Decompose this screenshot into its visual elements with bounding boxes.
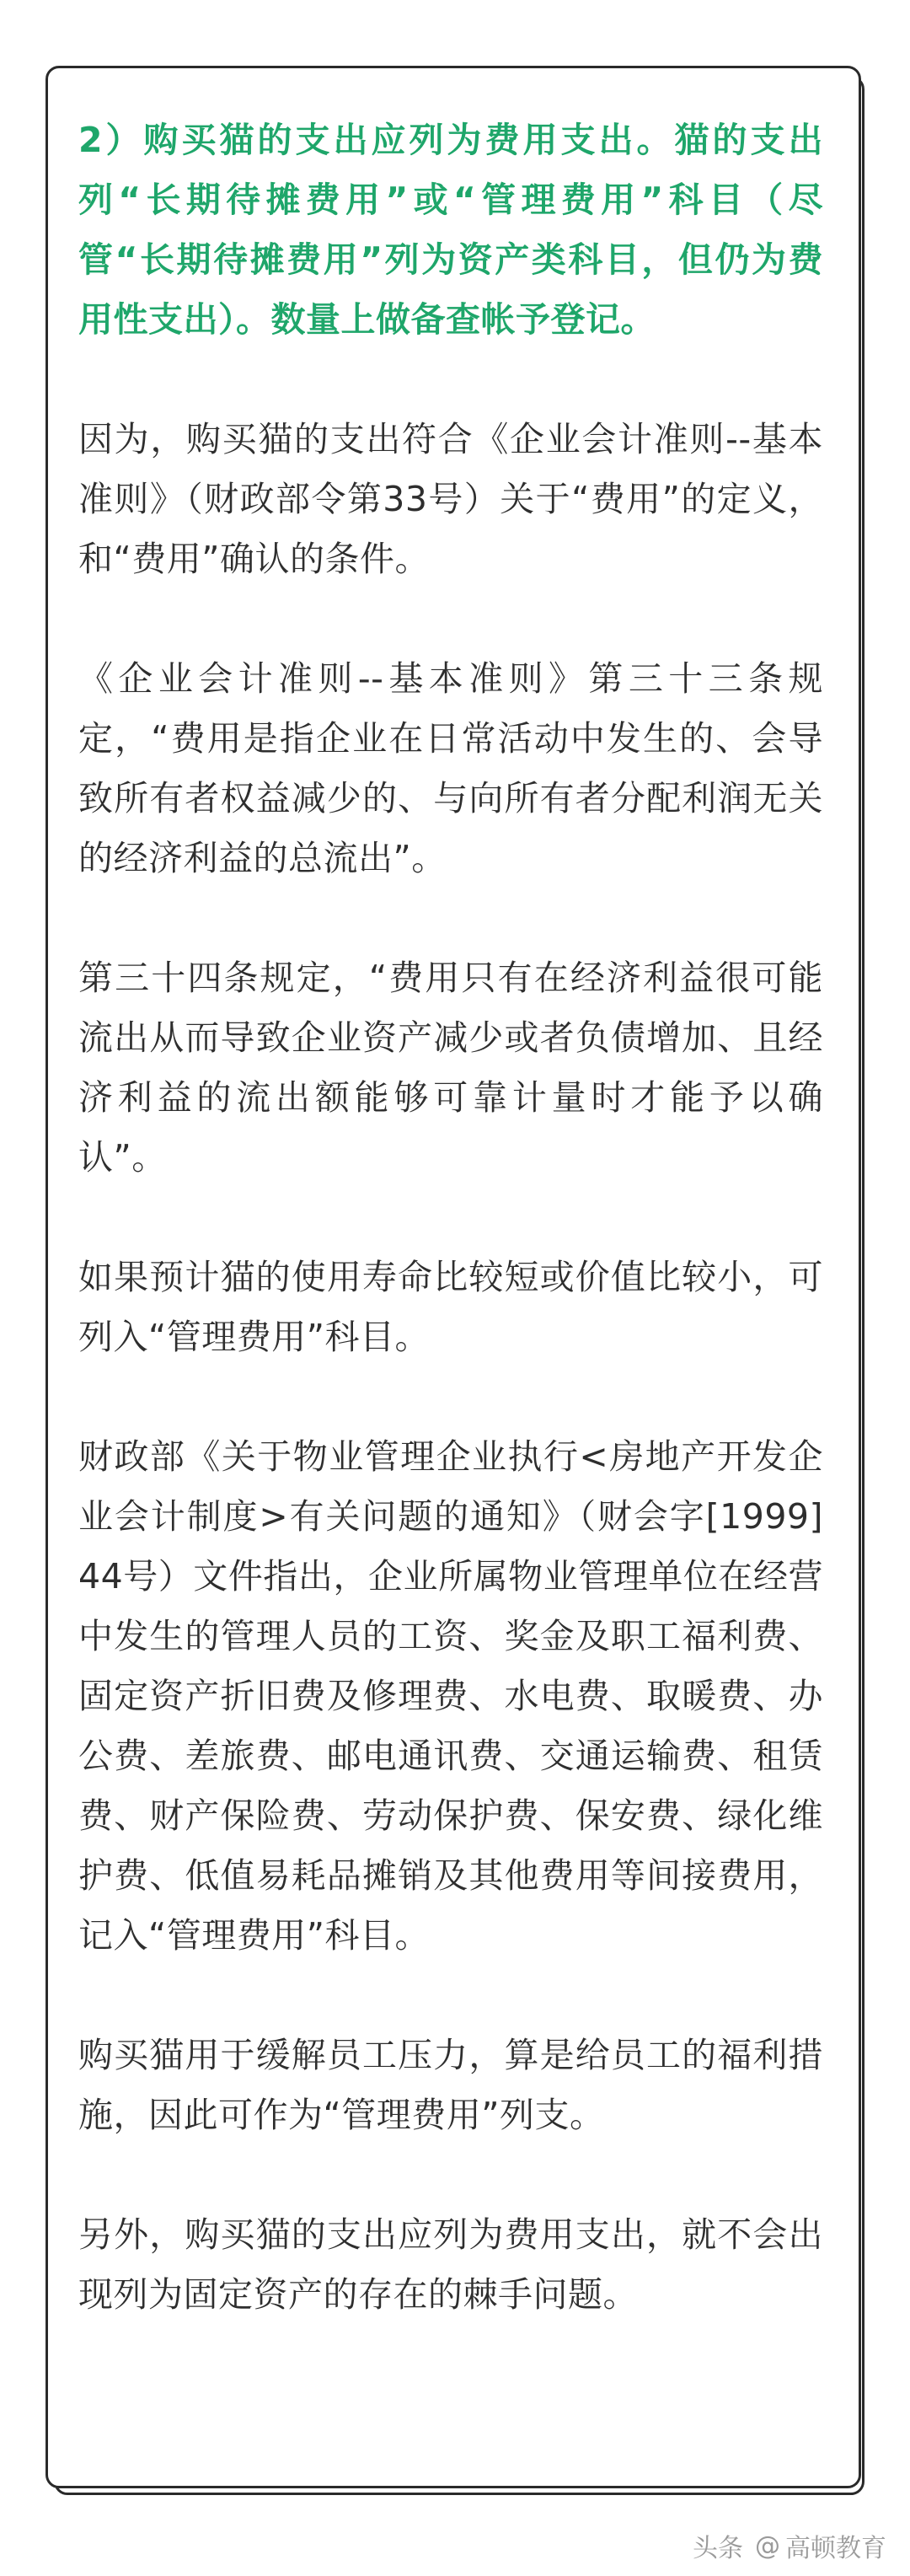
body-paragraph: 如果预计猫的使用寿命比较短或价值比较小，可列入“管理费用”科目。 xyxy=(78,1257,823,1357)
body-paragraph: 财政部《关于物业管理企业执行<房地产开发企业会计制度>有关问题的通知》（财会字[1999]44号）文件指出，企业所属物业管理单位在经营中发生的管理人员的工资、奖金及职工福利费、固定资产折旧费及修理费、水电费、取暖费、办公费、差旅费、邮电通讯费、交通运输费、租赁费、财产保险费、劳动保护费、保安费、绿化维护费、低值易耗品摊销及其他费用等间接费用，记入“管理费用”科目。 xyxy=(78,1436,823,1956)
body-paragraph: 《企业会计准则--基本准则》第三十三条规定，“费用是指企业在日常活动中发生的、会导致所有者权益减少的、与向所有者分配利润无关的经济利益的总流出”。 xyxy=(78,658,823,878)
body-paragraph: 第三十四条规定，“费用只有在经济利益很可能流出从而导致企业资产减少或者负债增加、且经济利益的流出额能够可靠计量时才能予以确认”。 xyxy=(78,958,823,1178)
watermark xyxy=(693,2527,886,2564)
body-paragraph: 因为，购买猫的支出符合《企业会计准则--基本准则》（财政部令第33号）关于“费用”的定义，和“费用”确认的条件。 xyxy=(78,419,823,579)
body-paragraph: 购买猫用于缓解员工压力，算是给员工的福利措施，因此可作为“管理费用”列支。 xyxy=(78,2035,823,2135)
watermark-platform: 头条 xyxy=(693,2534,743,2563)
article-card xyxy=(46,66,861,2488)
watermark-account: 高顿教育 xyxy=(785,2534,886,2563)
highlight-paragraph: 2）购买猫的支出应列为费用支出。猫的支出列“长期待摊费用”或“管理费用”科目（尽管“长期待摊费用”列为资产类科目，但仍为费用性支出）。数量上做备查帐予登记。 xyxy=(78,120,823,340)
watermark-at: @ xyxy=(755,2530,780,2561)
body-paragraph: 另外，购买猫的支出应列为费用支出，就不会出现列为固定资产的存在的棘手问题。 xyxy=(78,2214,823,2315)
